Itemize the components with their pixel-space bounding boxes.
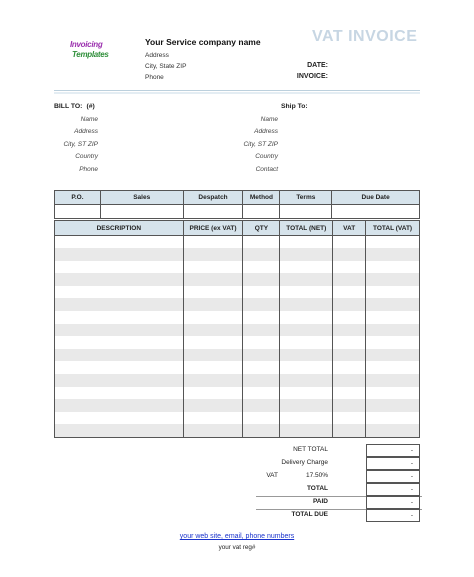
column-header-total-net: TOTAL (NET) <box>280 221 333 236</box>
line-item-cell[interactable] <box>55 248 184 261</box>
method-cell[interactable] <box>243 205 280 219</box>
order-details-table <box>54 190 420 219</box>
line-item-cell[interactable] <box>55 273 184 286</box>
line-item-cell[interactable] <box>243 387 280 400</box>
line-item-cell[interactable] <box>55 286 184 299</box>
column-header-vat: VAT <box>333 221 366 236</box>
line-item-cell[interactable] <box>183 412 243 425</box>
line-item-cell[interactable] <box>280 286 333 299</box>
line-item-cell[interactable] <box>366 273 420 286</box>
line-item-row <box>55 311 420 324</box>
line-item-cell[interactable] <box>366 324 420 337</box>
column-header-price: PRICE (ex VAT) <box>183 221 243 236</box>
line-item-cell[interactable] <box>183 361 243 374</box>
bill-to-name-label: Name <box>80 116 98 123</box>
line-item-cell[interactable] <box>243 298 280 311</box>
line-item-cell[interactable] <box>366 374 420 387</box>
despatch-cell[interactable] <box>183 205 243 219</box>
line-item-cell[interactable] <box>280 424 333 437</box>
date-label: DATE: <box>307 62 328 69</box>
due-date-cell[interactable] <box>332 205 420 219</box>
line-item-cell[interactable] <box>55 311 184 324</box>
line-items-header-row <box>55 221 420 236</box>
line-item-cell[interactable] <box>333 374 366 387</box>
column-header-due-date: Due Date <box>332 191 420 205</box>
line-item-cell[interactable] <box>55 412 184 425</box>
line-item-cell[interactable] <box>280 399 333 412</box>
line-item-cell[interactable] <box>280 336 333 349</box>
line-item-cell[interactable] <box>280 412 333 425</box>
bill-to-label: BILL TO: <box>54 103 83 110</box>
line-item-cell[interactable] <box>243 412 280 425</box>
line-item-row <box>55 324 420 337</box>
line-item-cell[interactable] <box>333 298 366 311</box>
line-item-cell[interactable] <box>55 261 184 274</box>
line-item-cell[interactable] <box>55 324 184 337</box>
line-item-cell[interactable] <box>183 349 243 362</box>
line-item-cell[interactable] <box>333 236 366 249</box>
logo-text-templates: Templates <box>72 50 109 59</box>
line-item-cell[interactable] <box>55 336 184 349</box>
invoice-number-label: INVOICE: <box>296 73 328 80</box>
contact-info-link[interactable]: your web site, email, phone numbers <box>179 533 295 540</box>
vat-rate[interactable]: 17.50% <box>305 472 328 479</box>
line-item-cell[interactable] <box>183 261 243 274</box>
line-item-cell[interactable] <box>243 324 280 337</box>
column-header-despatch: Despatch <box>183 191 243 205</box>
terms-cell[interactable] <box>280 205 332 219</box>
line-item-cell[interactable] <box>280 374 333 387</box>
line-item-cell[interactable] <box>366 387 420 400</box>
line-item-cell[interactable] <box>366 336 420 349</box>
line-item-cell[interactable] <box>333 412 366 425</box>
ship-to-contact-label: Contact <box>255 166 278 173</box>
line-item-cell[interactable] <box>280 361 333 374</box>
line-item-cell[interactable] <box>183 374 243 387</box>
ship-to-name-label: Name <box>260 116 278 123</box>
net-total-label: NET TOTAL <box>293 446 328 453</box>
line-item-cell[interactable] <box>366 261 420 274</box>
bill-to-phone-label: Phone <box>79 166 98 173</box>
line-item-cell[interactable] <box>333 336 366 349</box>
line-item-cell[interactable] <box>366 311 420 324</box>
line-item-cell[interactable] <box>243 248 280 261</box>
column-header-po: P.O. <box>55 191 101 205</box>
line-item-row <box>55 374 420 387</box>
bill-to-heading <box>54 103 95 110</box>
line-item-row <box>55 361 420 374</box>
line-item-cell[interactable] <box>280 273 333 286</box>
header-divider <box>54 90 420 91</box>
line-item-cell[interactable] <box>55 387 184 400</box>
line-item-cell[interactable] <box>243 336 280 349</box>
order-details-row <box>55 205 420 219</box>
company-name: Your Service company name <box>145 37 261 47</box>
bill-to-country-label: Country <box>75 153 98 160</box>
column-header-sales: Sales <box>100 191 183 205</box>
vat-registration: your vat reg# <box>218 544 256 551</box>
order-details-header-row <box>55 191 420 205</box>
line-item-row <box>55 298 420 311</box>
line-item-cell[interactable] <box>243 261 280 274</box>
line-item-row <box>55 261 420 274</box>
line-item-cell[interactable] <box>55 361 184 374</box>
line-item-row <box>55 336 420 349</box>
line-item-cell[interactable] <box>243 311 280 324</box>
line-item-cell[interactable] <box>366 424 420 437</box>
line-item-cell[interactable] <box>366 399 420 412</box>
date-field[interactable] <box>330 61 420 70</box>
line-item-cell[interactable] <box>183 424 243 437</box>
line-item-cell[interactable] <box>333 273 366 286</box>
company-city-state-zip: City, State ZIP <box>145 63 187 70</box>
line-item-cell[interactable] <box>280 349 333 362</box>
line-item-cell[interactable] <box>183 273 243 286</box>
company-phone: Phone <box>145 74 164 81</box>
line-item-cell[interactable] <box>55 349 184 362</box>
column-header-method: Method <box>243 191 280 205</box>
logo-text-invoicing: Invoicing <box>70 40 103 49</box>
line-item-cell[interactable] <box>243 236 280 249</box>
line-item-cell[interactable] <box>243 374 280 387</box>
total-due-label: TOTAL DUE <box>291 511 328 518</box>
delivery-charge-label: Delivery Charge <box>281 459 328 466</box>
ship-to-city-label: City, ST ZIP <box>243 141 278 148</box>
line-item-cell[interactable] <box>366 349 420 362</box>
line-item-cell[interactable] <box>280 311 333 324</box>
line-item-cell[interactable] <box>243 361 280 374</box>
line-item-cell[interactable] <box>333 261 366 274</box>
line-item-row <box>55 236 420 249</box>
line-item-cell[interactable] <box>366 248 420 261</box>
bill-to-address-label: Address <box>74 128 98 135</box>
line-item-cell[interactable] <box>280 236 333 249</box>
line-item-cell[interactable] <box>280 387 333 400</box>
invoice-title: VAT INVOICE <box>312 28 418 45</box>
line-item-cell[interactable] <box>55 424 184 437</box>
line-item-cell[interactable] <box>333 324 366 337</box>
line-item-cell[interactable] <box>183 236 243 249</box>
delivery-charge-value[interactable]: - <box>366 457 420 470</box>
company-logo <box>70 40 118 66</box>
line-item-cell[interactable] <box>333 311 366 324</box>
column-header-qty: QTY <box>243 221 280 236</box>
column-header-description: DESCRIPTION <box>55 221 184 236</box>
line-item-cell[interactable] <box>55 298 184 311</box>
invoice-number-field[interactable] <box>330 72 420 81</box>
paid-value[interactable]: - <box>366 496 420 509</box>
line-item-cell[interactable] <box>55 374 184 387</box>
line-item-cell[interactable] <box>243 349 280 362</box>
line-item-cell[interactable] <box>333 349 366 362</box>
line-item-cell[interactable] <box>243 286 280 299</box>
vat-value: - <box>366 470 420 483</box>
line-item-row <box>55 273 420 286</box>
column-header-total-vat: TOTAL (VAT) <box>366 221 420 236</box>
line-item-row <box>55 387 420 400</box>
line-item-cell[interactable] <box>366 236 420 249</box>
line-item-cell[interactable] <box>243 273 280 286</box>
po-cell[interactable] <box>55 205 101 219</box>
line-item-row <box>55 349 420 362</box>
line-item-cell[interactable] <box>366 361 420 374</box>
line-item-cell[interactable] <box>243 424 280 437</box>
line-item-row <box>55 286 420 299</box>
line-item-cell[interactable] <box>243 399 280 412</box>
ship-to-heading: Ship To: <box>281 103 308 110</box>
ship-to-country-label: Country <box>255 153 278 160</box>
line-item-cell[interactable] <box>280 324 333 337</box>
line-item-cell[interactable] <box>366 286 420 299</box>
bill-to-number: (#) <box>86 103 95 110</box>
line-item-cell[interactable] <box>333 387 366 400</box>
line-item-cell[interactable] <box>333 424 366 437</box>
line-item-cell[interactable] <box>366 298 420 311</box>
total-due-value: - <box>366 509 420 522</box>
line-item-cell[interactable] <box>183 336 243 349</box>
line-item-cell[interactable] <box>183 324 243 337</box>
line-item-row <box>55 399 420 412</box>
line-item-cell[interactable] <box>333 286 366 299</box>
total-value: - <box>366 483 420 496</box>
line-item-cell[interactable] <box>55 236 184 249</box>
sales-cell[interactable] <box>100 205 183 219</box>
line-item-cell[interactable] <box>183 286 243 299</box>
paid-label: PAID <box>312 498 328 505</box>
line-item-row <box>55 248 420 261</box>
line-item-cell[interactable] <box>183 399 243 412</box>
line-item-cell[interactable] <box>333 361 366 374</box>
line-item-cell[interactable] <box>280 298 333 311</box>
line-item-cell[interactable] <box>183 311 243 324</box>
line-item-cell[interactable] <box>280 248 333 261</box>
line-item-row <box>55 424 420 437</box>
line-item-cell[interactable] <box>333 248 366 261</box>
line-item-cell[interactable] <box>183 387 243 400</box>
header-divider-shadow <box>54 92 420 94</box>
line-items-table <box>54 220 420 438</box>
line-item-cell[interactable] <box>55 399 184 412</box>
company-address: Address <box>145 52 169 59</box>
line-item-row <box>55 412 420 425</box>
line-item-cell[interactable] <box>183 298 243 311</box>
net-total-value: - <box>366 444 420 457</box>
ship-to-address-label: Address <box>254 128 278 135</box>
total-label: TOTAL <box>306 485 328 492</box>
vat-label: VAT <box>266 472 278 479</box>
line-item-cell[interactable] <box>366 412 420 425</box>
line-item-cell[interactable] <box>280 261 333 274</box>
column-header-terms: Terms <box>280 191 332 205</box>
line-item-cell[interactable] <box>333 399 366 412</box>
line-item-cell[interactable] <box>183 248 243 261</box>
bill-to-city-label: City, ST ZIP <box>63 141 98 148</box>
